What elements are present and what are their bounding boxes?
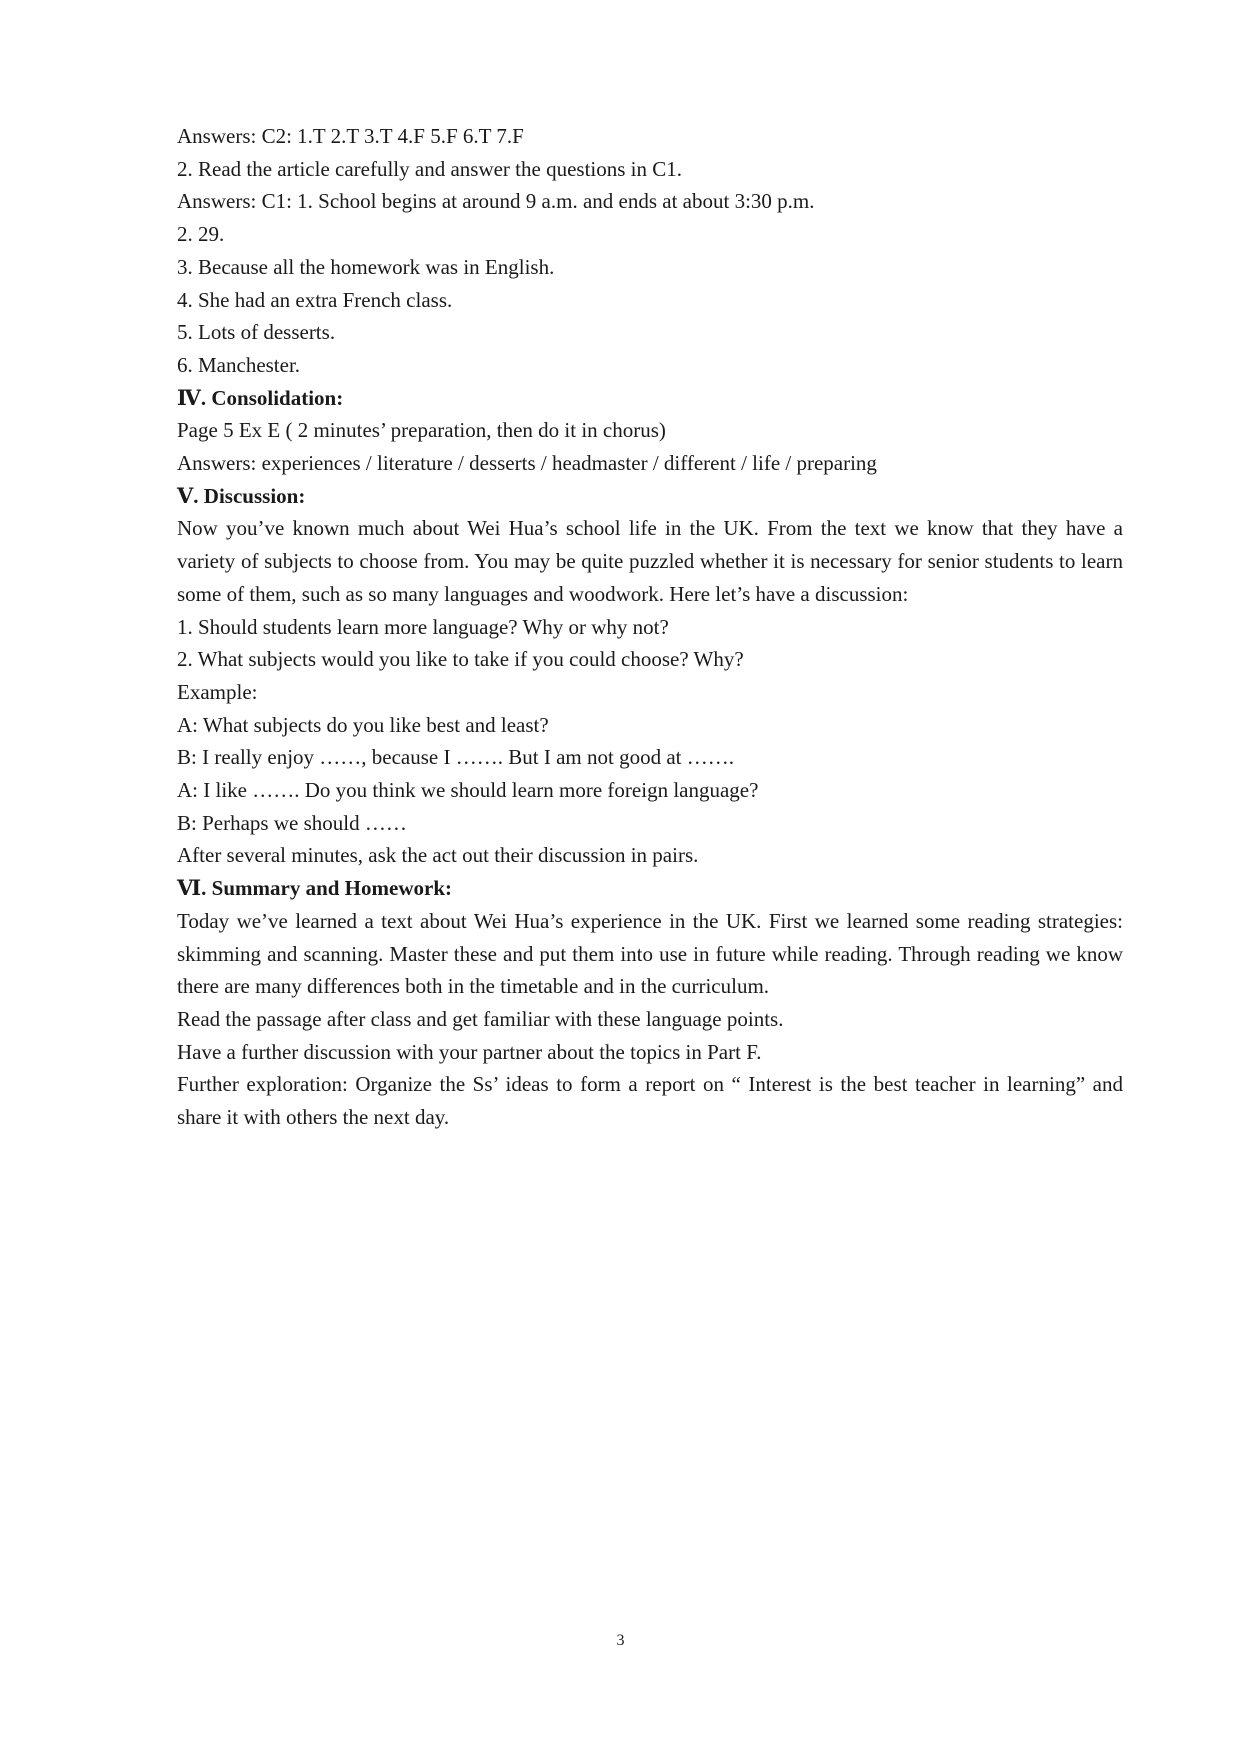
text-line: Have a further discussion with your partner about the topics in Part F. [177, 1039, 762, 1064]
text-line: Answers: experiences / literature / desserts / headmaster / different / life / preparing [177, 451, 877, 476]
section-heading-consolidation [177, 382, 1123, 415]
dialogue-line: B: I really enjoy ……, because I ……. But I am not good at ……. [177, 745, 734, 770]
dialogue-line: B: Perhaps we should …… [177, 810, 407, 835]
section-numeral: Ⅳ. [177, 385, 207, 410]
page-number: 3 [616, 1632, 625, 1649]
discussion-paragraph: Now you’ve known much about Wei Hua’s school life in the UK. From the text we know that they have a variety of subjects to choose from. You may be quite puzzled whether it is necessary for senior students to learn some of them, such as so many languages and woodwork. Here let’s have a discussion: [177, 516, 1123, 606]
section-title: Summary and Homework: [211, 876, 452, 901]
section-title: Discussion: [203, 483, 306, 508]
section-numeral: Ⅵ. [177, 876, 207, 901]
section-heading-summary [177, 872, 1123, 905]
answer-line: 2. 29. [177, 222, 225, 247]
answer-line: 5. Lots of desserts. [177, 320, 336, 345]
section-numeral: Ⅴ. [177, 483, 199, 508]
answer-line: 6. Manchester. [177, 352, 301, 377]
dialogue-line: A: What subjects do you like best and least? [177, 712, 549, 737]
summary-paragraph: Today we’ve learned a text about Wei Hua’s experience in the UK. First we learned some reading strategies: skimming and scanning. Master these and put them into use in future while reading. Through reading we know there are many differences both in the timetable and in the curriculum. [177, 908, 1123, 999]
text-line: Example: [177, 679, 258, 704]
text-line: Page 5 Ex E ( 2 minutes’ preparation, then do it in chorus) [177, 418, 666, 443]
answer-line: Answers: C1: 1. School begins at around 9 a.m. and ends at about 3:30 p.m. [177, 189, 815, 214]
text-line: 2. What subjects would you like to take if you could choose? Why? [177, 647, 744, 672]
exploration-paragraph: Further exploration: Organize the Ss’ ideas to form a report on “ Interest is the best teacher in learning” and share it with others the next day. [177, 1072, 1123, 1130]
answer-line: 3. Because all the homework was in English. [177, 254, 555, 279]
section-title: Consolidation: [211, 385, 344, 410]
instruction-line: 2. Read the article carefully and answer the questions in C1. [177, 156, 683, 181]
answer-line: Answers: C2: 1.T 2.T 3.T 4.F 5.F 6.T 7.F [177, 124, 524, 148]
text-line: 1. Should students learn more language? Why or why not? [177, 614, 669, 639]
answer-line: 4. She had an extra French class. [177, 287, 453, 312]
section-heading-discussion [177, 480, 1123, 513]
text-line: After several minutes, ask the act out their discussion in pairs. [177, 843, 699, 868]
document-body [177, 120, 1123, 1134]
dialogue-line: A: I like ……. Do you think we should learn more foreign language? [177, 778, 759, 803]
text-line: Read the passage after class and get familiar with these language points. [177, 1006, 784, 1031]
